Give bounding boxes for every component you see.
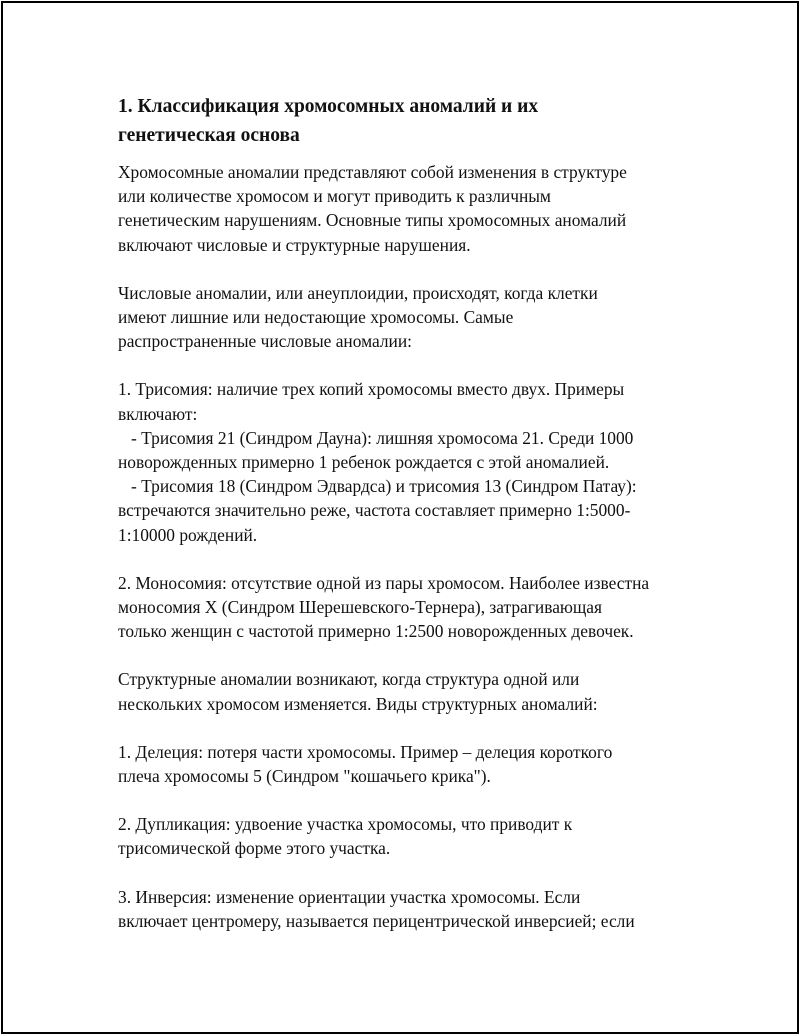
text-line: Структурные аномалии возникают, когда структура одной или [118, 669, 580, 690]
text-line: встречаются значительно реже, частота составляет примерно 1:5000- [118, 500, 631, 521]
text-line: имеют лишние или недостающие хромосомы. Самые [118, 307, 514, 328]
paragraph-structural-anomalies [118, 667, 718, 715]
document-body [118, 92, 718, 957]
heading-line: 1. Классификация хромосомных аномалий и их [118, 96, 539, 117]
text-line: - Трисомия 21 (Синдром Дауна): лишняя хромосома 21. Среди 1000 [118, 427, 634, 448]
paragraph-trisomy [118, 377, 718, 546]
paragraph-inversion [118, 885, 718, 933]
paragraph-monosomy [118, 571, 718, 644]
text-line: только женщин с частотой примерно 1:2500 новорожденных девочек. [118, 621, 634, 642]
text-line: новорожденных примерно 1 ребенок рождается с этой аномалией. [118, 452, 610, 473]
text-line: 1. Трисомия: наличие трех копий хромосомы вместо двух. Примеры [118, 379, 625, 400]
text-line: генетическим нарушениям. Основные типы хромосомных аномалий [118, 210, 627, 231]
text-line: 3. Инверсия: изменение ориентации участка хромосомы. Если [118, 886, 581, 907]
heading-line: генетическая основа [118, 125, 300, 146]
text-line: 2. Дупликация: удвоение участка хромосомы, что приводит к [118, 814, 573, 835]
text-line: 1. Делеция: потеря части хромосомы. Пример – делеция короткого [118, 741, 613, 762]
paragraph-duplication [118, 812, 718, 860]
text-line: моносомия X (Синдром Шерешевского-Тернера), затрагивающая [118, 597, 603, 618]
paragraph-intro [118, 160, 718, 257]
text-line: включает центромеру, называется перицентрической инверсией; если [118, 910, 635, 931]
text-line: трисомической форме этого участка. [118, 838, 391, 859]
section-heading [118, 92, 718, 150]
text-line: включают: [118, 403, 198, 424]
text-line: 1:10000 рождений. [118, 524, 258, 545]
text-line: нескольких хромосом изменяется. Виды структурных аномалий: [118, 693, 598, 714]
text-line: - Трисомия 18 (Синдром Эдвардса) и трисомия 13 (Синдром Патау): [118, 476, 637, 497]
text-line: распространенные числовые аномалии: [118, 331, 412, 352]
text-line: 2. Моносомия: отсутствие одной из пары хромосом. Наиболее известна [118, 572, 650, 593]
text-line: или количестве хромосом и могут приводить к различным [118, 186, 551, 207]
paragraph-numerical-anomalies [118, 281, 718, 354]
text-line: Хромосомные аномалии представляют собой изменения в структуре [118, 162, 627, 182]
paragraph-deletion [118, 740, 718, 788]
text-line: плеча хромосомы 5 (Синдром "кошачьего крика"). [118, 766, 491, 787]
text-line: включают числовые и структурные нарушения. [118, 234, 471, 255]
text-line: Числовые аномалии, или анеуплоидии, происходят, когда клетки [118, 282, 598, 303]
